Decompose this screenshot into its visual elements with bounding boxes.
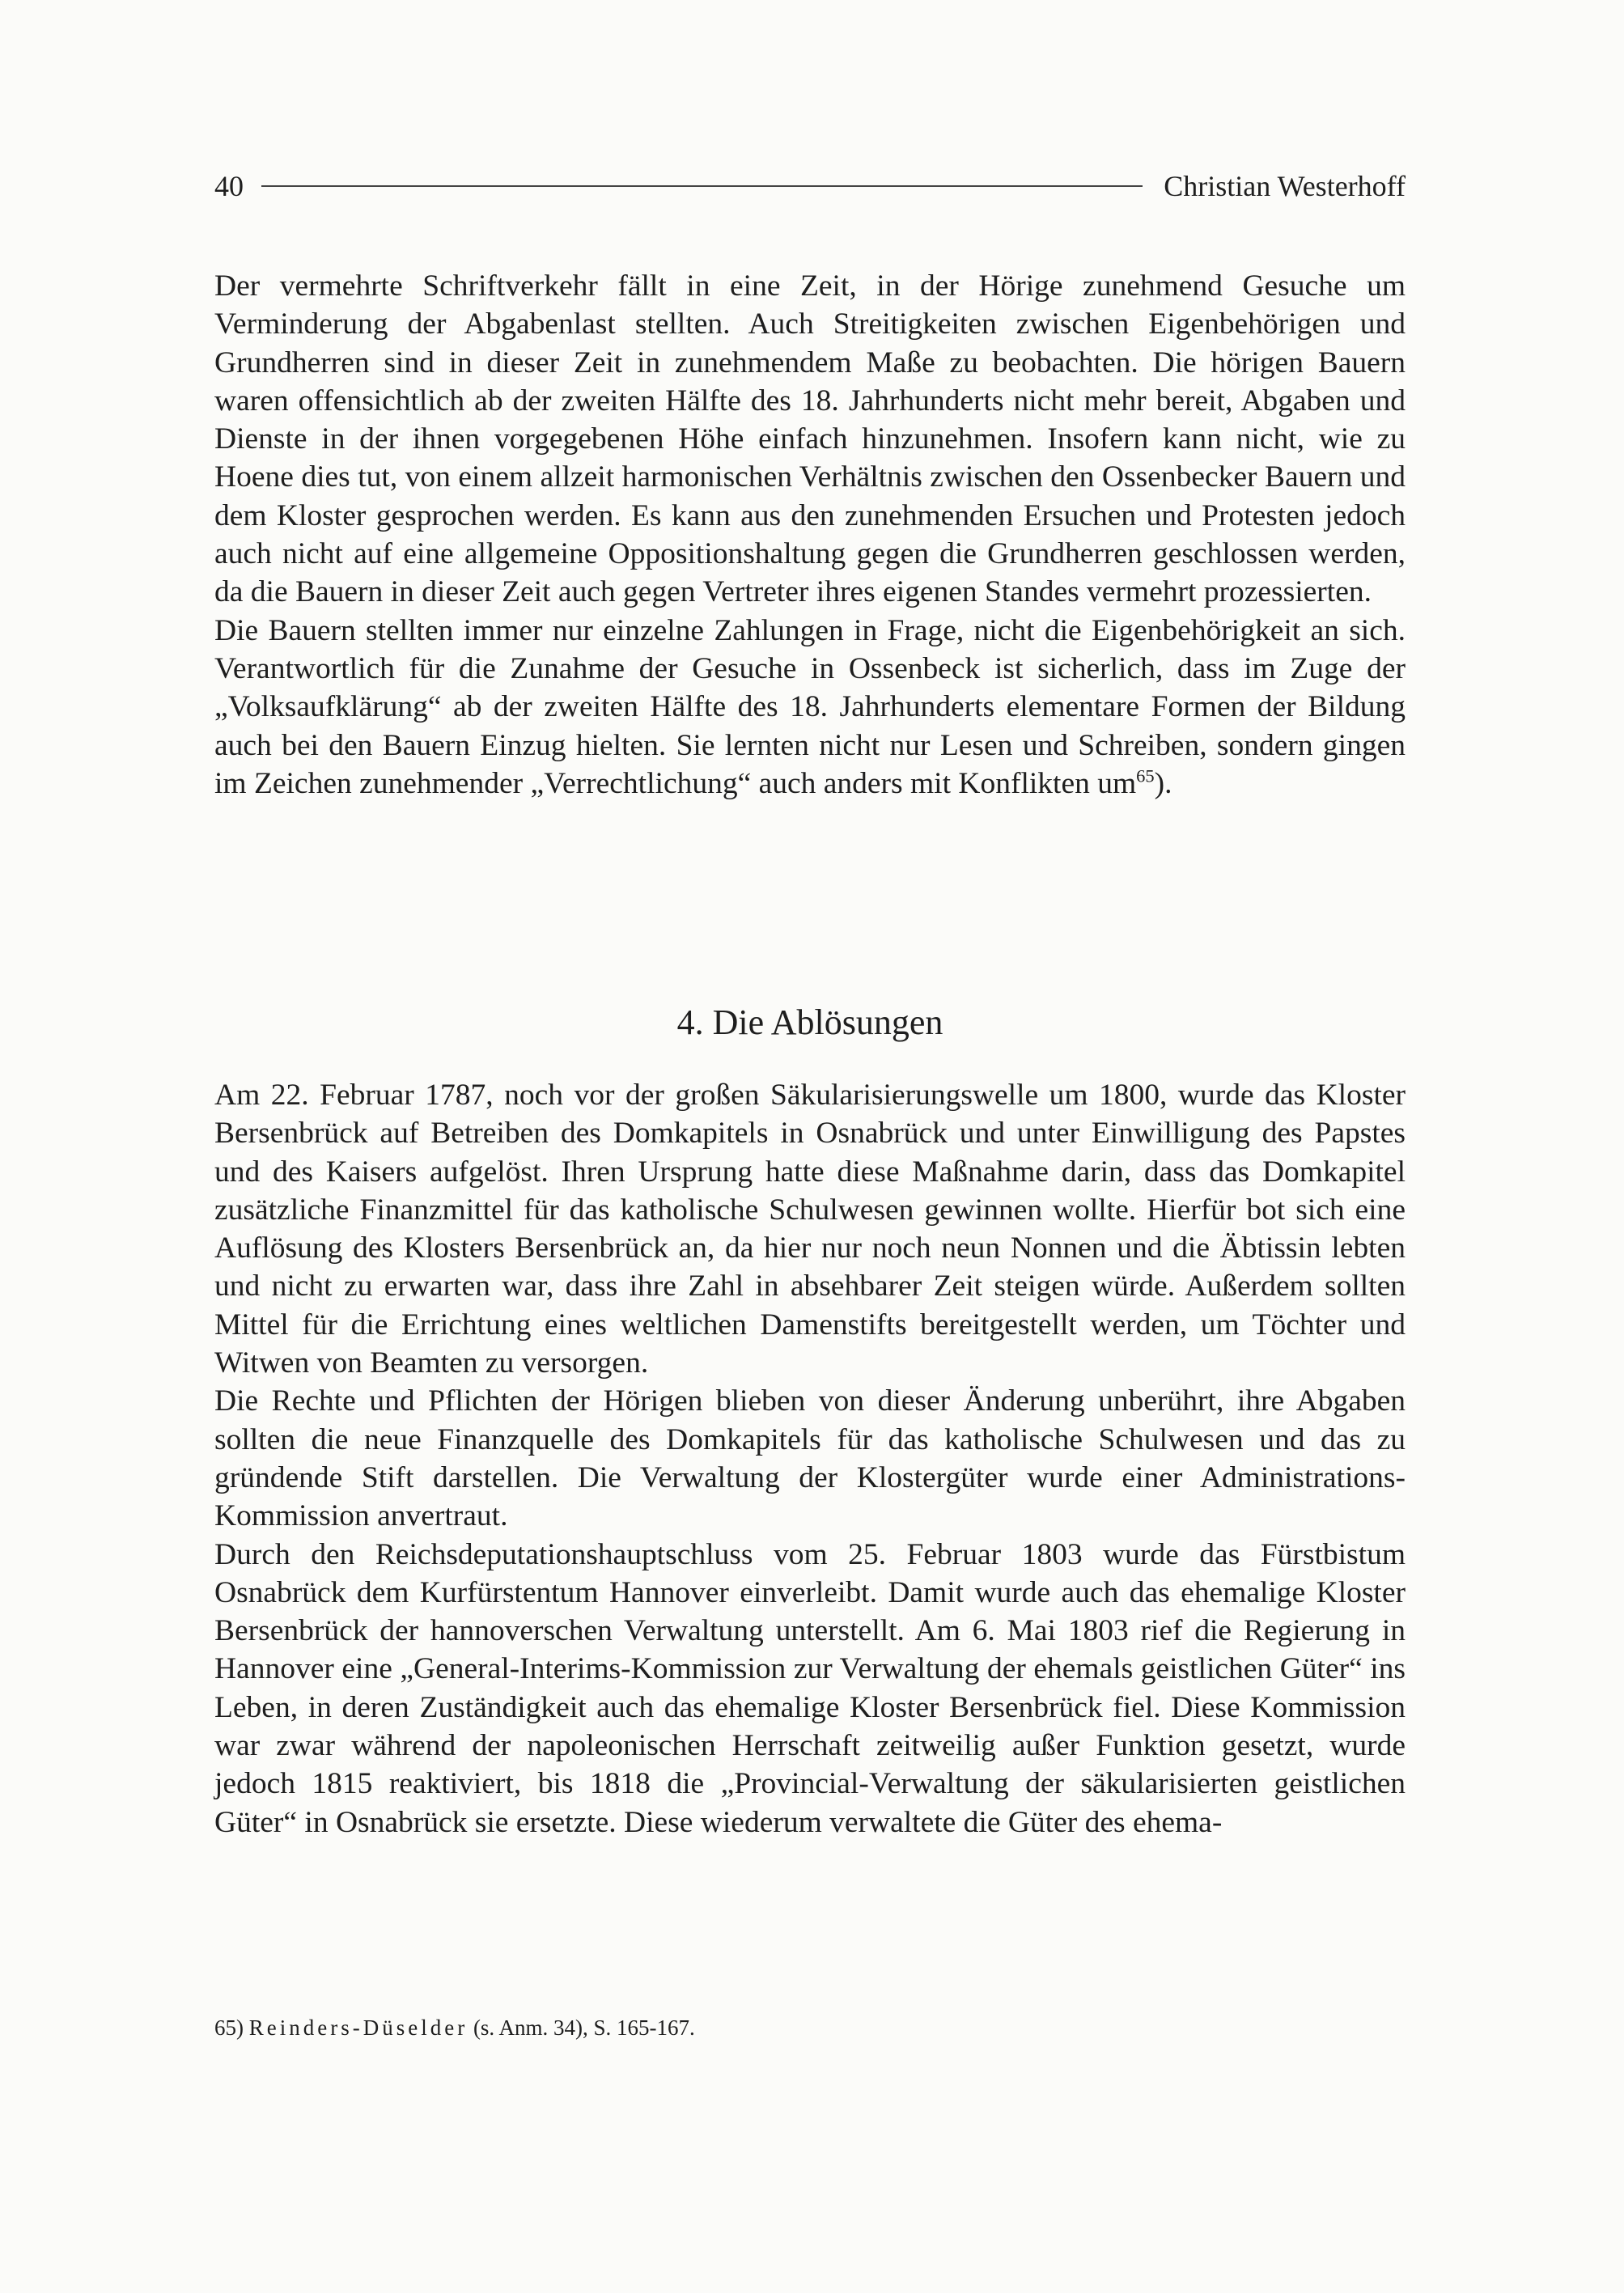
footnote-author: Reinders-Düselder xyxy=(248,2015,469,2040)
paragraph-text: Die Bauern stellten immer nur einzelne Zahlungen in Frage, nicht die Eigenbehörigkeit an sich. Verantwortlich für die Zunahme der Gesuche in Ossenbeck ist sicherlich, dass im Zuge der „Volksaufklärung“ ab der zweiten Hälfte des 18. Jahrhunderts elementare Formen der Bildung auch bei den Bauern Einzug hielten. Sie lernten nicht nur Lesen und Schreiben, sondern gingen im Zeichen zunehmender „Verrechtlichung“ auch anders mit Konflikten um xyxy=(214,613,1406,800)
paragraph: Der vermehrte Schriftverkehr fällt in eine Zeit, in der Hörige zunehmend Gesuche um Verminderung der Abgabenlast stellten. Auch Streitigkeiten zwischen Eigenbehörigen und Grundherren sind in dieser Zeit in zunehmendem Maße zu beobachten. Die hörigen Bauern waren offensichtlich ab der zweiten Hälfte des 18. Jahrhunderts nicht mehr bereit, Abgaben und Dienste in der ihnen vorgegebenen Höhe einfach hinzunehmen. Insofern kann nicht, wie zu Hoene dies tut, von einem allzeit harmonischen Verhältnis zwischen den Ossenbecker Bauern und dem Kloster gesprochen werden. Es kann aus den zunehmenden Ersuchen und Protesten jedoch auch nicht auf eine allgemeine Oppositionshaltung gegen die Grundherren geschlossen werden, da die Bauern in dieser Zeit auch gegen Vertreter ihres eigenen Standes vermehrt prozessierten. xyxy=(214,269,1406,609)
section-1-text xyxy=(214,267,1406,803)
paragraph: Am 22. Februar 1787, noch vor der großen Säkularisierungswelle um 1800, wurde das Kloster Bersenbrück auf Betreiben des Domkapitels in Osnabrück und unter Einwilligung des Papstes und des Kaisers aufgelöst. Ihren Ursprung hatte diese Maßnahme darin, dass das Domkapitel zusätzliche Finanzmittel für das katholische Schulwesen gewinnen wollte. Hierfür bot sich eine Auflösung des Klosters Bersenbrück an, da hier nur noch neun Nonnen und die Äbtissin lebten und nicht zu erwarten war, dass ihre Zahl in absehbarer Zeit steigen würde. Außerdem sollten Mittel für die Errichtung eines weltlichen Damenstifts bereitgestellt werden, um Töchter und Witwen von Beamten zu versorgen. xyxy=(214,1079,1406,1380)
paragraph: Die Rechte und Pflichten der Hörigen blieben von dieser Änderung unberührt, ihre Abgaben sollten die neue Finanzquelle des Domkapitels für das katholische Schulwesen und das zu gründende Stift darstellen. Die Verwaltung der Klostergüter wurde einer Administrations-Kommission anvertraut. xyxy=(214,1384,1406,1533)
running-title: Christian Westerhoff xyxy=(1164,170,1406,202)
footnote xyxy=(214,2013,1406,2042)
paragraph-end: ). xyxy=(1154,766,1172,800)
running-header xyxy=(214,168,1406,204)
footnote-citation: (s. Anm. 34), S. 165-167. xyxy=(473,2015,695,2040)
header-rule xyxy=(261,185,1143,187)
paragraph: Durch den Reichsdeputationshauptschluss vom 25. Februar 1803 wurde das Fürstbistum Osnabrück dem Kurfürstentum Hannover einverleibt. Damit wurde auch das ehemalige Kloster Bersenbrück der hannoverschen Verwaltung unterstellt. Am 6. Mai 1803 rief die Regierung in Hannover eine „General-Interims-Kommission zur Verwaltung der ehemals geistlichen Güter“ ins Leben, in deren Zuständigkeit auch das ehemalige Kloster Bersenbrück fiel. Diese Kommission war zwar während der napoleonischen Herrschaft zeitweilig außer Funktion gesetzt, wurde jedoch 1815 reaktiviert, bis 1818 die „Provincial-Verwaltung der säkularisierten geistlichen Güter“ in Osnabrück sie ersetzte. Diese wiederum verwaltete die Güter des ehema- xyxy=(214,1537,1406,1839)
footnote-reference[interactable]: 65 xyxy=(1136,765,1155,786)
paragraph xyxy=(214,612,1406,803)
section-heading: 4. Die Ablösungen xyxy=(676,1002,943,1042)
section-2-text xyxy=(214,1076,1406,1842)
page-number: 40 xyxy=(214,170,244,202)
footnote-number: 65) xyxy=(214,2015,244,2040)
